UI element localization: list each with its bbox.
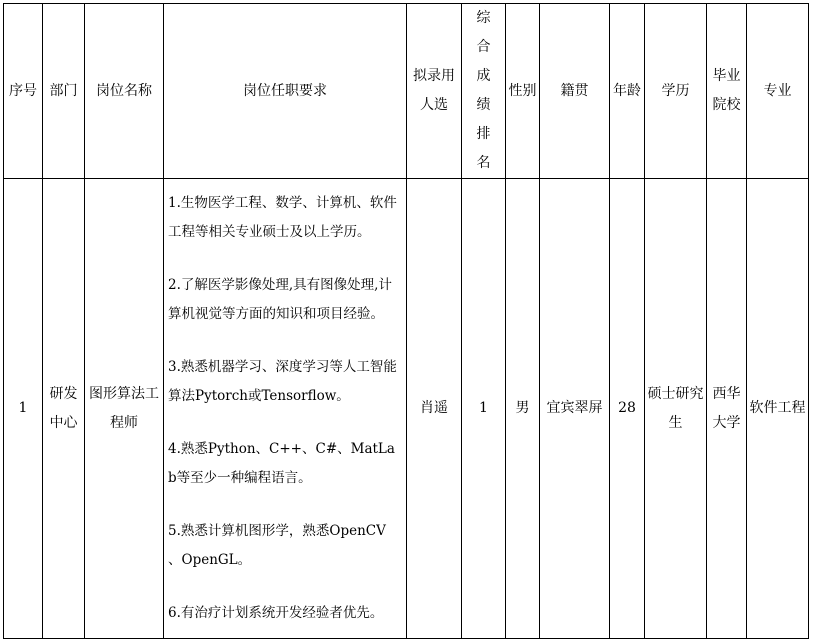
header-gender: 性别 [506, 4, 540, 179]
cell-seq: 1 [4, 179, 43, 639]
header-major: 专业 [747, 4, 809, 179]
requirement-item: 1.生物医学工程、数学、计算机、软件工程等相关专业硕士及以上学历。 [168, 195, 397, 240]
recruitment-table [3, 3, 809, 639]
header-position: 岗位名称 [85, 4, 164, 179]
cell-requirements [164, 179, 407, 639]
header-origin: 籍贯 [540, 4, 610, 179]
cell-dept: 研发中心 [43, 179, 85, 639]
header-rank: 综合成绩排名 [462, 4, 506, 179]
requirement-item: 5.熟悉计算机图形学，熟悉OpenCV 、OpenGL。 [168, 523, 386, 568]
cell-position: 图形算法工程师 [85, 179, 164, 639]
header-dept: 部门 [43, 4, 85, 179]
requirement-item: 2.了解医学影像处理,具有图像处理,计算机视觉等方面的知识和项目经验。 [168, 277, 392, 322]
cell-rank: 1 [462, 179, 506, 639]
cell-education: 硕士研究生 [645, 179, 707, 639]
requirement-item: 4.熟悉Python、C++、C#、MatLab等至少一种编程语言。 [168, 441, 395, 486]
cell-age: 28 [610, 179, 645, 639]
table-row [4, 179, 809, 639]
header-requirements: 岗位任职要求 [164, 4, 407, 179]
header-age: 年龄 [610, 4, 645, 179]
cell-origin: 宜宾翠屏 [540, 179, 610, 639]
header-school: 毕业院校 [707, 4, 747, 179]
cell-gender: 男 [506, 179, 540, 639]
cell-candidate: 肖遥 [407, 179, 462, 639]
requirement-item: 3.熟悉机器学习、深度学习等人工智能算法Pytorch或Tensorflow。 [168, 359, 397, 404]
header-row [4, 4, 809, 179]
header-seq: 序号 [4, 4, 43, 179]
header-candidate: 拟录用人选 [407, 4, 462, 179]
requirement-item: 6.有治疗计划系统开发经验者优先。 [168, 605, 384, 621]
cell-major: 软件工程 [747, 179, 809, 639]
header-education: 学历 [645, 4, 707, 179]
cell-school: 西华大学 [707, 179, 747, 639]
